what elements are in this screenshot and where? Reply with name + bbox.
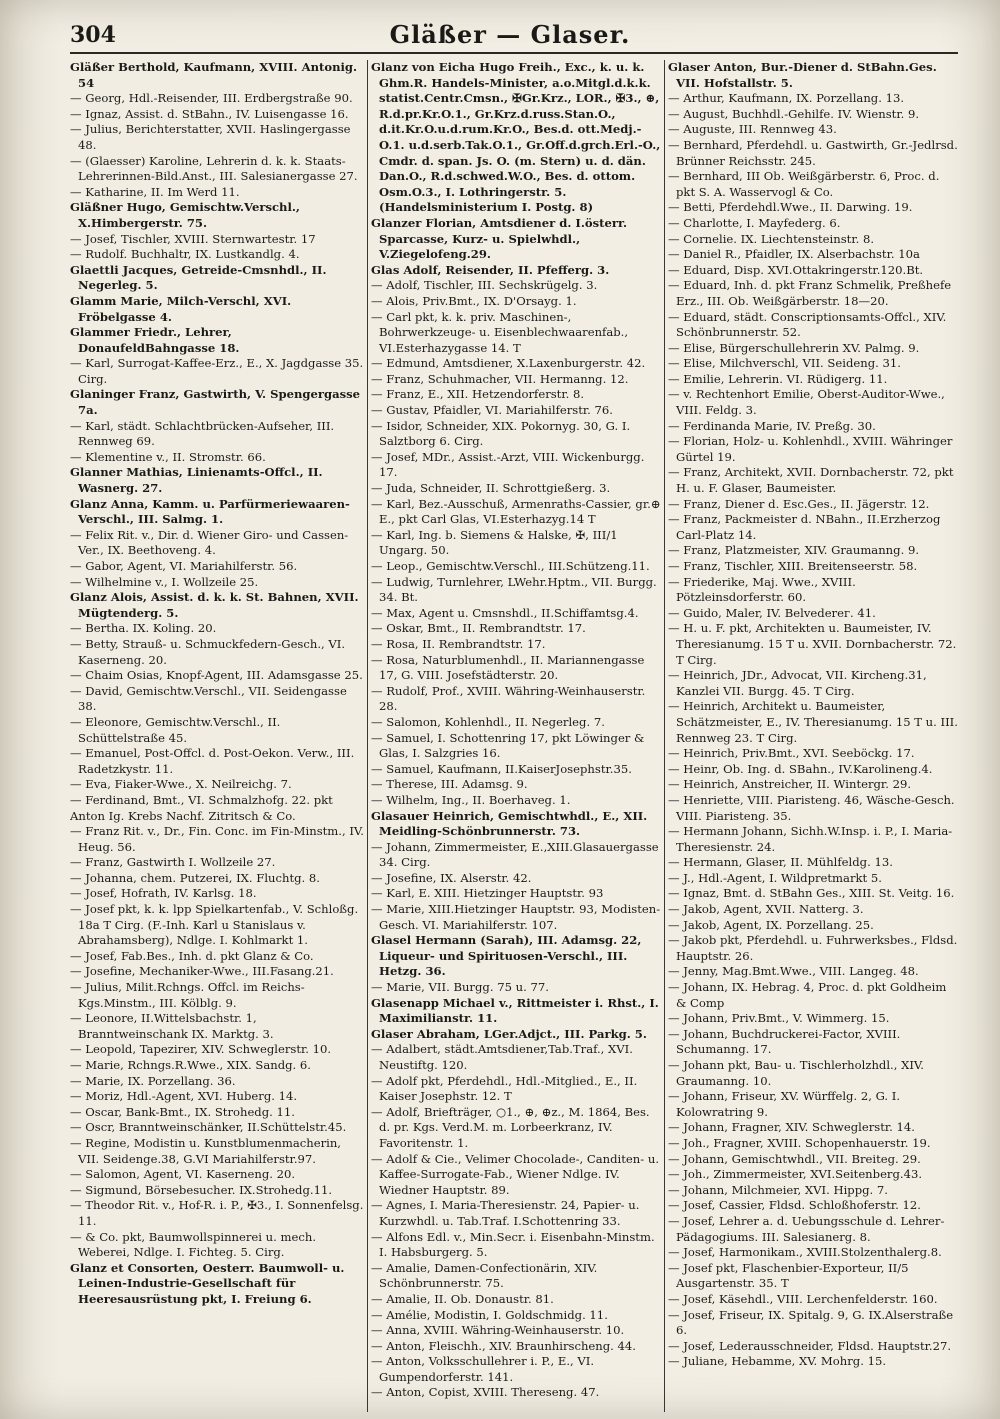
directory-entry: — Heinr, Ob. Ing. d. SBahn., IV.Karolineng.4. (668, 761, 933, 776)
directory-entry: — Amélie, Modistin, I. Goldschmidg. 11. (371, 1307, 608, 1322)
directory-entry: — Agnes, I. Maria-Theresienstr. 24, Papier- u. Kurzwhdl. u. Tab.Traf. I.Schottenring 33. (371, 1198, 640, 1228)
directory-heading-entry: Glanz et Consorten, Oesterr. Baumwoll- u. Leinen-Industrie-Gesellschaft für Heeresausrüstung pkt, I. Freiung 6. (70, 1260, 345, 1306)
directory-entry: — Johann, Milchmeier, XVI. Hippg. 7. (668, 1182, 888, 1197)
directory-heading-entry: Glanzer Florian, Amtsdiener d. I.österr. Sparcasse, Kurz- u. Spielwhdl., V.Ziegelofeng.29. (371, 215, 628, 262)
directory-entry: — Eduard, Inh. d. pkt Franz Schmelik, Preßhefe Erz., III. Ob. Weißgärberstr. 18—20. (668, 278, 952, 308)
directory-entry: — Oscr, Branntweinschänker, II.Schüttelstr.45. (70, 1120, 347, 1135)
page-number: 304 (70, 22, 116, 48)
directory-entry: — Marie, VII. Burgg. 75 u. 77. (371, 980, 549, 995)
directory-entry: — Heinrich, Priv.Bmt., XVI. Seeböckg. 17. (668, 746, 915, 761)
directory-entry: — Elise, Milchverschl, VII. Seideng. 31. (668, 356, 901, 371)
directory-entry: — Josef, Lederausschneider, Fldsd. Hauptstr.27. (668, 1338, 952, 1353)
directory-entry: — Anton, Volksschullehrer i. P., E., VI. Gumpendorferstr. 141. (371, 1354, 595, 1384)
directory-entry: — Johann, Priv.Bmt., V. Wimmerg. 15. (668, 1011, 890, 1026)
directory-entry: — Franz, E., XII. Hetzendorferstr. 8. (371, 387, 585, 402)
directory-entry: — Samuel, Kaufmann, II.KaiserJosephstr.35. (371, 761, 632, 776)
directory-entry: — Jakob, Agent, XVII. Natterg. 3. (668, 902, 864, 917)
directory-entry: — Franz, Tischler, XIII. Breitenseerstr. 58. (668, 559, 918, 573)
running-title: Gläßer — Glaser. (389, 20, 631, 49)
directory-entry: — Adalbert, städt.Amtsdiener,Tab.Traf., XVI. Neustiftg. 120. (371, 1042, 633, 1072)
directory-entry: — Guido, Maler, IV. Belvederег. 41. (668, 605, 876, 620)
directory-entry: — Elise, Bürgerschullehrerin XV. Palmg. 9. (668, 340, 920, 355)
directory-entry: — Bernhard, Pferdehdl. u. Gastwirth, Gr.-Jedlrsd. Brünner Reichsstr. 245. (668, 137, 958, 168)
directory-entry: — Katharine, II. Im Werd 11. (70, 184, 240, 199)
directory-entry: — Theodor Rit. v., Hof-R. i. P., ✠3., I. Sonnenfelsg. 11. (70, 1198, 364, 1228)
directory-entry: — Leonore, II.Wittelsbachstr. 1, Branntweinschank IX. Marktg. 3. (70, 1011, 274, 1041)
directory-entry: — Moriz, Hdl.-Agent, XVI. Huberg. 14. (70, 1089, 298, 1104)
directory-entry: — Anton, Fleischh., XIV. Braunhirscheng. 44. (371, 1338, 636, 1353)
directory-entry: — Josef pkt, k. k. lpp Spielkartenfab., V. Schloßg. 18a T Cirg. (F.-Inh. Karl u Stanislaus v. Abrahamsberg), Ndlge. I. Kohlmarkt 1. (70, 902, 359, 948)
directory-entry: — Emilie, Lehrerin. VI. Rüdigerg. 11. (668, 371, 888, 386)
directory-heading-entry: Glaettli Jacques, Getreide-Cmsnhdl., II. Negerleg. 5. (70, 262, 327, 293)
directory-entry: — Johann, IX. Hebrag. 4, Proc. d. pkt Goldheim & Comp (668, 980, 947, 1010)
directory-entry: — Johanna, chem. Putzerei, IX. Fluchtg. 8. (70, 870, 320, 885)
directory-entry: — Isidor, Schneider, XIX. Pokornyg. 30, G. I. Salztborg 6. Cirg. (371, 418, 631, 449)
directory-entry: — Julius, Berichterstatter, XVII. Haslingergasse 48. (70, 122, 351, 152)
directory-entry: — Johann, Gemischtwhdl., VII. Breiteg. 29. (668, 1151, 921, 1166)
directory-entry: — Johann pkt, Bau- u. Tischlerholzhdl., XIV. Graumanng. 10. (668, 1058, 924, 1088)
directory-entry: — Josef, Tischler, XVIII. Sternwartestr. 17 (70, 231, 316, 246)
directory-entry: — Josefine, Mechaniker-Wwe., III.Fasang.21. (70, 964, 334, 979)
directory-entry: — Eva, Fiaker-Wwe., X. Neilreichg. 7. (70, 777, 292, 792)
directory-entry: — Klementine v., II. Stromstr. 66. (70, 449, 266, 464)
directory-entry: — Regine, Modistin u. Kunstblumenmacherin, VII. Seidenge.38, G.VI Mariahilferstr.97. (70, 1135, 341, 1166)
directory-heading-entry: Gläßner Hugo, Gemischtw.Verschl., X.Himbergerstr. 75. (70, 200, 300, 230)
directory-heading-entry: Glanz Alois, Assist. d. k. k. St. Bahnen, XVII. Mügtenderg. 5. (70, 590, 359, 620)
directory-entry: — Gustav, Pfaidler, VI. Mariahilferstr. 76. (371, 403, 613, 418)
directory-entry: — Felix Rit. v., Dir. d. Wiener Giro- und Cassen-Ver., IX. Beethoveng. 4. (70, 527, 349, 558)
directory-entry: — Friederike, Maj. Wwe., XVIII. Pötzleinsdorferstr. 60. (668, 574, 856, 605)
directory-entry: — Chaim Osias, Knopf-Agent, III. Adamsgasse 25. (70, 668, 363, 683)
directory-entry: — Anton, Copist, XVIII. Thereseng. 47. (371, 1385, 600, 1400)
directory-entry: — Ferdinand, Bmt., VI. Schmalzhofg. 22. pkt (70, 792, 333, 807)
directory-entry: — Marie, Rchngs.R.Wwe., XIX. Sandg. 6. (70, 1058, 311, 1072)
directory-entry: — Auguste, III. Rennweg 43. (668, 122, 837, 137)
directory-entry: — Ferdinanda Marie, IV. Preßg. 30. (668, 418, 876, 433)
header-rule (70, 52, 958, 54)
directory-entry: — Hermann, Glaser, II. Mühlfeldg. 13. (668, 855, 893, 870)
directory-heading-entry: Glanz Anna, Kamm. u. Parfürmeriewaaren-Verschl., III. Salmg. 1. (70, 496, 350, 527)
directory-entry: — Josef, Harmonikam., XVIII.Stolzenthalerg.8. (668, 1245, 942, 1260)
directory-entry: — Ignaz, Assist. d. StBahn., IV. Luisengasse 16. (70, 106, 349, 121)
directory-entry: — Rudolf. Buchhaltr, IX. Lustkandlg. 4. (70, 247, 300, 262)
directory-entry: — Anna, XVIII. Währing-Weinhauserstr. 10. (371, 1323, 625, 1338)
directory-entry: — Franz, Packmeister d. NBahn., II.Erzherzog Carl-Platz 14. (668, 512, 941, 542)
directory-entry: — J., Hdl.-Agent, I. Wildpretmarkt 5. (668, 870, 882, 885)
directory-entry: — Franz Rit. v., Dr., Fin. Conc. im Fin-Minstm., IV. Heug. 56. (70, 824, 364, 854)
directory-entry: — Joh., Fragner, XVIII. Schopenhauerstr. 19. (668, 1135, 931, 1150)
directory-entry: — Franz, Architekt, XVII. Dornbacherstr. 72, pkt H. u. F. Glaser, Baumeister. (668, 465, 954, 496)
directory-entry: — Jakob pkt, Pferdehdl. u. Fuhrwerksbes., Fldsd. Hauptstr. 26. (668, 933, 958, 963)
directory-entry: — Franz, Schuhmacher, VII. Hermanng. 12. (371, 371, 629, 386)
directory-entry: — Amalie, II. Ob. Donaustr. 81. (371, 1291, 554, 1306)
directory-heading-entry: Glanner Mathias, Linienamts-Offcl., II. Wasnerg. 27. (70, 465, 323, 496)
directory-entry: — Joh., Zimmermeister, XVI.Seitenberg.43. (668, 1167, 923, 1182)
directory-entry: — Juliane, Hebamme, XV. Mohrg. 15. (668, 1354, 887, 1369)
directory-entry: — & Co. pkt, Baumwollspinnerei u. mech. Weberei, Ndlge. I. Fichteg. 5. Cirg. (70, 1229, 316, 1260)
directory-entry: — Max, Agent u. Cmsnshdl., II.Schiffamtsg.4. (371, 605, 639, 620)
directory-entry: — Daniel R., Pfaidler, IX. Alserbachstr. 10a (668, 247, 920, 262)
directory-entry: — Gabor, Agent, VI. Mariahilferstr. 56. (70, 559, 298, 573)
directory-entry: — Alfons Edl. v., Min.Secr. i. Eisenbahn-Minstm. I. Habsburgerg. 5. (371, 1229, 655, 1260)
directory-entry: — Oskar, Bmt., II. Rembrandtstr. 17. (371, 621, 586, 636)
directory-entry: — Karl, Ing. b. Siemens & Halske, ✠, III/1 Ungarg. 50. (371, 527, 618, 558)
directory-entry: — Salomon, Agent, VI. Kaserneng. 20. (70, 1167, 296, 1182)
directory-entry: — Adolf, Tischler, III. Sechskrügelg. 3. (371, 278, 598, 293)
directory-entry: — Adolf & Cie., Velimer Chocolade-, Canditen- u. Kaffee-Surrogate-Fab., Wiener Ndlge. IV. Wiedner Hauptstr. 89. (371, 1151, 660, 1197)
directory-heading-entry: Gläßer Berthold, Kaufmann, XVIII. Antonig. 54 (70, 60, 358, 90)
directory-entry: — David, Gemischtw.Verschl., VII. Seidengasse 38. (70, 683, 347, 714)
directory-entry: — Sigmund, Börsebesucher. IX.Strohedg.11. (70, 1182, 333, 1197)
directory-entry: — Ludwig, Turnlehrer, LWehr.Hptm., VII. Burgg. 34. Bt. (371, 574, 657, 605)
directory-entry: — Charlotte, I. Mayfederg. 6. (668, 215, 841, 230)
directory-columns (70, 60, 962, 1412)
directory-entry: — Therese, III. Adamsg. 9. (371, 777, 528, 792)
directory-entry: — Josef, Lehrer a. d. Uebungsschule d. Lehrer-Pädagogiums. III. Salesianerg. 8. (668, 1213, 945, 1244)
directory-entry: — Oscar, Bank-Bmt., IX. Strohedg. 11. (70, 1104, 295, 1119)
directory-entry: — Franz, Platzmeister, XIV. Graumanng. 9. (668, 543, 920, 558)
directory-entry: — Johann, Buchdruckerei-Factor, XVIII. Schumanng. 17. (668, 1026, 901, 1057)
directory-entry: Anton Ig. Krebs Nachf. Zitritsch & Co. (70, 808, 296, 823)
directory-entry: — Cornelie. IX. Liechtensteinstr. 8. (668, 231, 875, 246)
directory-entry: — Amalie, Damen-Confectionärin, XIV. Schönbrunnerstr. 75. (371, 1260, 598, 1291)
directory-heading-entry: Glasauer Heinrich, Gemischtwhdl., E., XII. Meidling-Schönbrunnerstr. 73. (371, 808, 648, 839)
directory-entry: — Arthur, Kaufmann, IX. Porzellang. 13. (668, 91, 905, 106)
column-1 (70, 60, 367, 1412)
directory-entry: — Heinrich, Architekt u. Baumeister, Schätzmeister, E., IV. Theresianumg. 15 T u. III. Rennweg 23. T Cirg. (668, 699, 958, 745)
directory-entry: — Betti, Pferdehdl.Wwe., II. Darwing. 19. (668, 200, 913, 215)
directory-entry: — Rudolf, Prof., XVIII. Währing-Weinhauserstr. 28. (371, 683, 646, 714)
directory-entry: — Rosa, Naturblumenhdl., II. Mariannengasse 17, G. VIII. Josefstädterstr. 20. (371, 652, 645, 683)
directory-entry: — Wilhelm, Ing., II. Boerhaveg. 1. (371, 792, 571, 807)
directory-entry: — Heinrich, Anstreicher, II. Wintergr. 29. (668, 777, 912, 792)
directory-entry: — Johann, Zimmermeister, E.,XIII.Glasauergasse 34. Cirg. (371, 839, 659, 870)
directory-entry: — Bernhard, III Ob. Weißgärberstr. 6, Proc. d. pkt S. A. Wasservogl & Co. (668, 169, 940, 199)
directory-entry: — Samuel, I. Schottenring 17, pkt Löwinger & Glas, I. Salzgries 16. (371, 730, 645, 761)
directory-entry: — (Glaesser) Karoline, Lehrerin d. k. k. Staats-Lehrerinnen-Bild.Anst., III. Salesianergasse 27. (70, 153, 358, 184)
directory-entry: — Josef, Käsehdl., VIII. Lerchenfelderstr. 160. (668, 1291, 938, 1306)
directory-heading-entry: Glas Adolf, Reisender, II. Pfefferg. 3. (371, 262, 610, 277)
directory-entry: — Carl pkt, k. k. priv. Maschinen-, Bohrwerkzeuge- u. Eisenblechwaarenfab., VI.Esterhazygasse 14. T (371, 309, 629, 355)
directory-entry: — Wilhelmine v., I. Wollzeile 25. (70, 574, 259, 589)
directory-entry: — Ignaz, Bmt. d. StBahn Ges., XIII. St. Veitg. 16. (668, 886, 955, 901)
directory-entry: — Georg, Hdl.-Reisender, III. Erdbergstraße 90. (70, 91, 353, 106)
directory-entry: — Hermann Johann, Sichh.W.Insp. i. P., I. Maria-Theresienstr. 24. (668, 824, 953, 854)
page-header (70, 20, 950, 52)
directory-entry: — Adolf pkt, Pferdehdl., Hdl.-Mitglied., E., II. Kaiser Josephstr. 12. T (371, 1073, 638, 1104)
directory-entry: — Karl, städt. Schlachtbrücken-Aufseher, III. Rennweg 69. (70, 418, 335, 449)
directory-entry: — Salomon, Kohlenhdl., II. Negerleg. 7. (371, 714, 605, 729)
directory-heading-entry: Glaser Anton, Bur.-Diener d. StBahn.Ges. VII. Hofstallstr. 5. (668, 60, 937, 90)
directory-entry: — Eduard, Disp. XVI.Ottakringerstr.120.Bt. (668, 262, 924, 277)
directory-heading-entry: Glasel Hermann (Sarah), III. Adamsg. 22, Liqueur- und Spirituosen-Verschl., III. Hetzg. 36. (371, 933, 642, 979)
directory-entry: — Emanuel, Post-Offcl. d. Post-Oekon. Verw., III. Radetzkystr. 11. (70, 746, 355, 776)
directory-heading-entry: Glanz von Eicha Hugo Freih., Exc., k. u. k. Ghm.R. Handels-Minister, a.o.Mitgl.d.k.k. statist.Centr.Cmsn., ✠Gr.Krz., LOR., ✠3., ⊕, R.d.pr.Kr.O.1., Gr.Krz.d.russ.Stan.O., d.it.Kr.O.u.d.rum.Kr.O., Bes.d. ott.Medj.-O.1. u.d.serb.Tak.O.1., Gr.Off.d.grch.Erl.-O., Cmdr. d. span. Js. O. (m. Stern) u. d. dän. Dan.O., R.d.schwed.W.O., Bes. d. ottom. Osm.O.3., I. Lothringerstr. 5. (Handelsministerium I. Postg. 8) (371, 60, 661, 215)
directory-entry: — Adolf, Briefträger, ○1., ⊕, ⊕z., M. 1864, Bes. d. pr. Kgs. Verd.M. m. Lorbeerkranz, IV. Favoritenstr. 1. (371, 1104, 650, 1150)
directory-entry: — Josef, Cassier, Fldsd. Schloßhoferstr. 12. (668, 1198, 921, 1213)
directory-entry: — Bertha. IX. Koling. 20. (70, 621, 217, 636)
directory-entry: — Henriette, VIII. Piaristeng. 46, Wäsche-Gesch. VIII. Piaristeng. 35. (668, 792, 955, 823)
directory-entry: — Franz, Diener d. Esc.Ges., II. Jägerstr. 12. (668, 496, 930, 511)
directory-entry: — Julius, Milit.Rchngs. Offcl. im Reichs-Kgs.Minstm., III. Kölblg. 9. (70, 980, 305, 1010)
directory-entry: — Johann, Friseur, XV. Würffelg. 2, G. I. Kolowratring 9. (668, 1089, 901, 1119)
directory-entry: — Betty, Strauß- u. Schmuckfedern-Gesch., VI. Kaserneng. 20. (70, 636, 346, 667)
directory-heading-entry: Glaninger Franz, Gastwirth, V. Spengergasse 7a. (70, 387, 361, 418)
directory-entry: — Josef, Hofrath, IV. Karlsg. 18. (70, 886, 257, 901)
directory-heading-entry: Glammer Friedr., Lehrer, DonaufeldBahngasse 18. (70, 325, 240, 355)
directory-entry: — Karl, E. XIII. Hietzinger Hauptstr. 93 (371, 886, 604, 901)
directory-heading-entry: Glaser Abraham, LGer.Adjct., III. Parkg. 5. (371, 1026, 647, 1041)
directory-entry: — Marie, XIII.Hietzinger Hauptstr. 93, Modisten-Gesch. VI. Mariahilferstr. 107. (371, 902, 661, 932)
directory-entry: — Leopold, Tapezirer, XIV. Schweglerstr. 10. (70, 1042, 332, 1057)
directory-entry: — H. u. F. pkt, Architekten u. Baumeister, IV. Theresianumg. 15 T u. XVII. Dornbacherstr. 72. T Cirg. (668, 621, 957, 667)
directory-entry: — Juda, Schneider, II. Schrottgießerg. 3. (371, 481, 611, 496)
directory-entry: — Johann, Fragner, XIV. Schweglerstr. 14. (668, 1120, 915, 1135)
directory-entry: — Edmund, Amtsdiener, X.Laxenburgerstr. 42. (371, 356, 646, 371)
column-3 (664, 60, 961, 1412)
directory-entry: — Heinrich, JDr., Advocat, VII. Kircheng.31, Kanzlei VII. Burgg. 45. T Cirg. (668, 668, 927, 698)
directory-entry: — Leop., Gemischtw.Verschl., III.Schützeng.11. (371, 559, 650, 573)
directory-entry: — Alois, Priv.Bmt., IX. D'Orsayg. 1. (371, 293, 577, 308)
directory-entry: — Josef, MDr., Assist.-Arzt, VIII. Wickenburgg. 17. (371, 449, 645, 480)
directory-entry: — Jakob, Agent, IX. Porzellang. 25. (668, 917, 874, 932)
directory-heading-entry: Glamm Marie, Milch-Verschl, XVI. Fröbelgasse 4. (70, 293, 292, 324)
directory-entry: — Jenny, Mag.Bmt.Wwe., VIII. Langeg. 48. (668, 964, 919, 979)
directory-entry: — Rosa, II. Rembrandtstr. 17. (371, 636, 546, 651)
directory-entry: — v. Rechtenhort Emilie, Oberst-Auditor-Wwe., VIII. Feldg. 3. (668, 387, 945, 418)
column-2 (367, 60, 664, 1412)
directory-entry: — Karl, Surrogat-Kaffee-Erz., E., X. Jagdgasse 35. Cirg. (70, 356, 364, 386)
directory-entry: — Eleonore, Gemischtw.Verschl., II. Schüttelstraße 45. (70, 714, 281, 745)
directory-entry: — Josef, Friseur, IX. Spitalg. 9, G. IX.Alserstraße 6. (668, 1307, 954, 1338)
directory-entry: — Eduard, städt. Conscriptionsamts-Offcl., XIV. Schönbrunnerstr. 52. (668, 309, 947, 340)
directory-entry: — Josef pkt, Flaschenbier-Exporteur, II/5 Ausgartenstr. 35. T (668, 1260, 909, 1291)
directory-entry: — Karl, Bez.-Ausschuß, Armenraths-Cassier, gr.⊕ E., pkt Carl Glas, VI.Esterhazyg.14 T (371, 496, 661, 527)
directory-entry: — Josefine, IX. Alserstr. 42. (371, 870, 532, 885)
directory-entry: — Franz, Gastwirth I. Wollzeile 27. (70, 855, 276, 870)
directory-entry: — Florian, Holz- u. Kohlenhdl., XVIII. Währinger Gürtel 19. (668, 434, 953, 464)
directory-entry: — August, Buchhdl.-Gehilfe. IV. Wienstr. 9. (668, 106, 920, 121)
directory-entry: — Marie, IX. Porzellang. 36. (70, 1073, 236, 1088)
directory-heading-entry: Glasenapp Michael v., Rittmeister i. Rhst., I. Maximilianstr. 11. (371, 995, 659, 1026)
directory-entry: — Josef, Fab.Bes., Inh. d. pkt Glanz & Co. (70, 948, 314, 963)
